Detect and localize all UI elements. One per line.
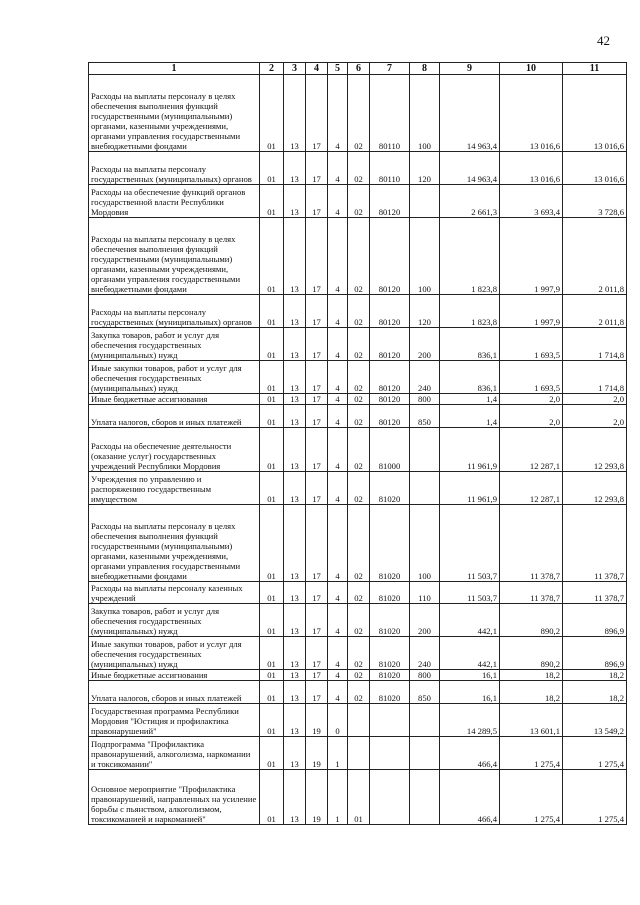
table-row (89, 472, 627, 505)
row-cell-col-9: 1 823,8 (440, 218, 500, 295)
row-cell-col-9: 836,1 (440, 361, 500, 394)
row-cell-col-7: 80120 (370, 328, 410, 361)
table-row (89, 295, 627, 328)
row-cell-col-7: 81020 (370, 670, 410, 681)
row-description: Закупка товаров, работ и услуг для обеспечения государственных (муниципальных) нужд (89, 604, 260, 637)
row-cell-col-3: 13 (284, 472, 306, 505)
row-cell-col-3: 13 (284, 704, 306, 737)
row-cell-col-7: 81020 (370, 472, 410, 505)
row-cell-col-5: 4 (328, 185, 348, 218)
row-cell-col-11: 18,2 (563, 670, 627, 681)
row-cell-col-7 (370, 770, 410, 825)
row-cell-col-9: 1,4 (440, 405, 500, 428)
row-cell-col-5: 4 (328, 295, 348, 328)
row-cell-col-11: 18,2 (563, 681, 627, 704)
row-cell-col-2: 01 (260, 394, 284, 405)
row-cell-col-11: 896,9 (563, 604, 627, 637)
row-cell-col-11: 11 378,7 (563, 505, 627, 582)
row-cell-col-11: 13 016,6 (563, 152, 627, 185)
row-cell-col-8: 850 (410, 681, 440, 704)
row-cell-col-2: 01 (260, 185, 284, 218)
row-cell-col-3: 13 (284, 604, 306, 637)
row-description: Учреждения по управлению и распоряжению государственным имуществом (89, 472, 260, 505)
row-cell-col-4: 17 (306, 394, 328, 405)
row-cell-col-9: 1 823,8 (440, 295, 500, 328)
row-description: Иные бюджетные ассигнования (89, 394, 260, 405)
row-cell-col-2: 01 (260, 428, 284, 472)
row-cell-col-6: 02 (348, 472, 370, 505)
row-description: Иные бюджетные ассигнования (89, 670, 260, 681)
row-cell-col-2: 01 (260, 681, 284, 704)
row-description: Расходы на выплаты персоналу в целях обеспечения выполнения функций государственными (муниципальными) органами, казенными учреждениями, органами управления государственными внебюджетными фондами (89, 218, 260, 295)
row-cell-col-3: 13 (284, 361, 306, 394)
row-cell-col-6: 02 (348, 604, 370, 637)
row-cell-col-3: 13 (284, 394, 306, 405)
row-cell-col-7 (370, 704, 410, 737)
row-cell-col-9: 11 503,7 (440, 582, 500, 604)
row-cell-col-2: 01 (260, 704, 284, 737)
row-cell-col-8: 800 (410, 394, 440, 405)
row-cell-col-6 (348, 737, 370, 770)
row-cell-col-10: 3 693,4 (500, 185, 563, 218)
column-header-2: 2 (260, 63, 284, 75)
row-cell-col-4: 17 (306, 75, 328, 152)
row-cell-col-7: 80120 (370, 405, 410, 428)
row-cell-col-4: 17 (306, 361, 328, 394)
row-cell-col-8: 100 (410, 75, 440, 152)
row-cell-col-7: 81020 (370, 582, 410, 604)
column-header-5: 5 (328, 63, 348, 75)
row-cell-col-2: 01 (260, 770, 284, 825)
row-cell-col-5: 4 (328, 152, 348, 185)
row-cell-col-10: 1 275,4 (500, 770, 563, 825)
row-cell-col-4: 17 (306, 295, 328, 328)
row-cell-col-3: 13 (284, 637, 306, 670)
row-cell-col-2: 01 (260, 361, 284, 394)
column-header-10: 10 (500, 63, 563, 75)
row-cell-col-7: 80120 (370, 295, 410, 328)
row-cell-col-10: 890,2 (500, 604, 563, 637)
row-cell-col-10: 13 016,6 (500, 152, 563, 185)
row-cell-col-4: 19 (306, 737, 328, 770)
row-cell-col-3: 13 (284, 505, 306, 582)
table-row (89, 637, 627, 670)
table-row (89, 737, 627, 770)
column-header-1: 1 (89, 63, 260, 75)
row-cell-col-6: 02 (348, 75, 370, 152)
row-cell-col-11: 11 378,7 (563, 582, 627, 604)
row-cell-col-9: 442,1 (440, 637, 500, 670)
row-cell-col-9: 14 963,4 (440, 75, 500, 152)
row-description: Закупка товаров, работ и услуг для обеспечения государственных (муниципальных) нужд (89, 328, 260, 361)
row-cell-col-9: 14 963,4 (440, 152, 500, 185)
row-cell-col-11: 1 275,4 (563, 770, 627, 825)
row-cell-col-9: 14 289,5 (440, 704, 500, 737)
row-cell-col-4: 17 (306, 472, 328, 505)
row-cell-col-11: 1 714,8 (563, 361, 627, 394)
row-cell-col-8: 240 (410, 637, 440, 670)
row-description: Иные закупки товаров, работ и услуг для обеспечения государственных (муниципальных) нужд (89, 637, 260, 670)
row-cell-col-8 (410, 472, 440, 505)
row-cell-col-9: 2 661,3 (440, 185, 500, 218)
row-cell-col-3: 13 (284, 405, 306, 428)
row-description: Государственная программа Республики Мордовия "Юстиция и профилактика правонарушений" (89, 704, 260, 737)
row-cell-col-8: 120 (410, 295, 440, 328)
row-cell-col-8: 120 (410, 152, 440, 185)
row-cell-col-4: 17 (306, 670, 328, 681)
row-cell-col-8: 800 (410, 670, 440, 681)
row-cell-col-6: 02 (348, 328, 370, 361)
row-cell-col-11: 13 016,6 (563, 75, 627, 152)
row-description: Расходы на выплаты персоналу государственных (муниципальных) органов (89, 152, 260, 185)
row-description: Подпрограмма "Профилактика правонарушений, алкоголизма, наркомании и токсикомании" (89, 737, 260, 770)
row-cell-col-5: 4 (328, 218, 348, 295)
row-cell-col-9: 1,4 (440, 394, 500, 405)
row-cell-col-2: 01 (260, 328, 284, 361)
table-body (89, 75, 627, 825)
row-cell-col-10: 1 997,9 (500, 218, 563, 295)
row-cell-col-5: 4 (328, 428, 348, 472)
row-cell-col-10: 18,2 (500, 681, 563, 704)
row-cell-col-7: 81020 (370, 637, 410, 670)
row-cell-col-9: 442,1 (440, 604, 500, 637)
row-description: Расходы на выплаты персоналу в целях обеспечения выполнения функций государственными (муниципальными) органами, казенными учреждениями, органами управления государственными внебюджетными фондами (89, 505, 260, 582)
row-description: Расходы на выплаты персоналу казенных учреждений (89, 582, 260, 604)
row-cell-col-10: 12 287,1 (500, 428, 563, 472)
row-cell-col-8: 200 (410, 328, 440, 361)
row-cell-col-5: 4 (328, 637, 348, 670)
table-row (89, 505, 627, 582)
row-cell-col-7: 81020 (370, 604, 410, 637)
row-cell-col-4: 17 (306, 185, 328, 218)
row-cell-col-6: 02 (348, 681, 370, 704)
row-cell-col-2: 01 (260, 405, 284, 428)
page-number: 42 (597, 33, 610, 48)
row-cell-col-3: 13 (284, 670, 306, 681)
row-cell-col-11: 12 293,8 (563, 428, 627, 472)
table-row (89, 681, 627, 704)
row-cell-col-2: 01 (260, 604, 284, 637)
column-header-7: 7 (370, 63, 410, 75)
table-row (89, 361, 627, 394)
row-cell-col-3: 13 (284, 582, 306, 604)
table-row (89, 394, 627, 405)
row-cell-col-8 (410, 428, 440, 472)
row-cell-col-3: 13 (284, 218, 306, 295)
row-cell-col-2: 01 (260, 152, 284, 185)
row-cell-col-11: 2 011,8 (563, 218, 627, 295)
row-cell-col-2: 01 (260, 218, 284, 295)
row-cell-col-11: 2,0 (563, 405, 627, 428)
row-cell-col-11: 1 275,4 (563, 737, 627, 770)
row-cell-col-9: 11 961,9 (440, 472, 500, 505)
row-cell-col-4: 17 (306, 505, 328, 582)
row-cell-col-7: 80120 (370, 394, 410, 405)
row-cell-col-6: 02 (348, 582, 370, 604)
row-cell-col-3: 13 (284, 737, 306, 770)
row-cell-col-8: 100 (410, 218, 440, 295)
row-cell-col-11: 2,0 (563, 394, 627, 405)
row-cell-col-8 (410, 737, 440, 770)
row-cell-col-6: 02 (348, 394, 370, 405)
row-cell-col-6: 02 (348, 295, 370, 328)
table-row (89, 152, 627, 185)
row-cell-col-6: 01 (348, 770, 370, 825)
row-cell-col-4: 19 (306, 770, 328, 825)
row-cell-col-5: 4 (328, 328, 348, 361)
row-cell-col-3: 13 (284, 295, 306, 328)
row-cell-col-10: 890,2 (500, 637, 563, 670)
row-cell-col-8 (410, 770, 440, 825)
row-cell-col-2: 01 (260, 505, 284, 582)
row-cell-col-8: 100 (410, 505, 440, 582)
table-row (89, 328, 627, 361)
row-cell-col-5: 4 (328, 505, 348, 582)
row-cell-col-10: 12 287,1 (500, 472, 563, 505)
row-cell-col-5: 4 (328, 394, 348, 405)
row-cell-col-6 (348, 704, 370, 737)
row-cell-col-10: 18,2 (500, 670, 563, 681)
row-cell-col-4: 17 (306, 328, 328, 361)
row-cell-col-7: 80120 (370, 218, 410, 295)
row-cell-col-3: 13 (284, 428, 306, 472)
row-cell-col-4: 17 (306, 582, 328, 604)
row-description: Уплата налогов, сборов и иных платежей (89, 405, 260, 428)
row-cell-col-3: 13 (284, 770, 306, 825)
row-cell-col-9: 466,4 (440, 737, 500, 770)
row-cell-col-4: 17 (306, 152, 328, 185)
row-cell-col-11: 13 549,2 (563, 704, 627, 737)
row-cell-col-5: 4 (328, 75, 348, 152)
row-cell-col-9: 16,1 (440, 670, 500, 681)
row-cell-col-10: 1 693,5 (500, 361, 563, 394)
row-cell-col-4: 17 (306, 428, 328, 472)
row-description: Иные закупки товаров, работ и услуг для обеспечения государственных (муниципальных) нужд (89, 361, 260, 394)
row-cell-col-10: 2,0 (500, 405, 563, 428)
row-cell-col-6: 02 (348, 405, 370, 428)
row-cell-col-11: 1 714,8 (563, 328, 627, 361)
row-cell-col-6: 02 (348, 637, 370, 670)
row-cell-col-6: 02 (348, 670, 370, 681)
row-cell-col-8: 200 (410, 604, 440, 637)
row-cell-col-2: 01 (260, 472, 284, 505)
row-cell-col-10: 11 378,7 (500, 505, 563, 582)
column-header-8: 8 (410, 63, 440, 75)
row-cell-col-5: 1 (328, 770, 348, 825)
row-description: Расходы на обеспечение функций органов государственной власти Республики Мордовия (89, 185, 260, 218)
row-cell-col-4: 17 (306, 637, 328, 670)
row-cell-col-4: 17 (306, 218, 328, 295)
row-cell-col-10: 1 693,5 (500, 328, 563, 361)
row-cell-col-2: 01 (260, 637, 284, 670)
row-cell-col-9: 836,1 (440, 328, 500, 361)
row-cell-col-4: 17 (306, 604, 328, 637)
row-cell-col-10: 1 997,9 (500, 295, 563, 328)
row-cell-col-2: 01 (260, 582, 284, 604)
row-cell-col-11: 2 011,8 (563, 295, 627, 328)
row-cell-col-9: 11 961,9 (440, 428, 500, 472)
row-cell-col-9: 16,1 (440, 681, 500, 704)
table-row (89, 75, 627, 152)
column-header-3: 3 (284, 63, 306, 75)
row-cell-col-3: 13 (284, 152, 306, 185)
row-cell-col-10: 13 601,1 (500, 704, 563, 737)
row-cell-col-9: 466,4 (440, 770, 500, 825)
row-cell-col-3: 13 (284, 185, 306, 218)
row-description: Расходы на выплаты персоналу государственных (муниципальных) органов (89, 295, 260, 328)
column-header-11: 11 (563, 63, 627, 75)
row-cell-col-6: 02 (348, 505, 370, 582)
row-cell-col-7: 80110 (370, 75, 410, 152)
table-row (89, 582, 627, 604)
row-cell-col-6: 02 (348, 185, 370, 218)
table-header-row (89, 63, 627, 75)
table-row (89, 405, 627, 428)
column-header-4: 4 (306, 63, 328, 75)
row-cell-col-5: 1 (328, 737, 348, 770)
row-cell-col-5: 0 (328, 704, 348, 737)
row-cell-col-6: 02 (348, 361, 370, 394)
row-cell-col-3: 13 (284, 681, 306, 704)
row-cell-col-2: 01 (260, 295, 284, 328)
row-cell-col-11: 3 728,6 (563, 185, 627, 218)
row-cell-col-7: 81020 (370, 505, 410, 582)
row-description: Расходы на обеспечение деятельности (оказание услуг) государственных учреждений Республики Мордовия (89, 428, 260, 472)
row-cell-col-7: 81000 (370, 428, 410, 472)
row-description: Уплата налогов, сборов и иных платежей (89, 681, 260, 704)
row-cell-col-5: 4 (328, 681, 348, 704)
table-row (89, 218, 627, 295)
table-row (89, 670, 627, 681)
row-cell-col-11: 12 293,8 (563, 472, 627, 505)
row-cell-col-5: 4 (328, 604, 348, 637)
table-row (89, 704, 627, 737)
row-cell-col-8 (410, 704, 440, 737)
row-cell-col-10: 2,0 (500, 394, 563, 405)
column-header-6: 6 (348, 63, 370, 75)
row-cell-col-5: 4 (328, 670, 348, 681)
row-cell-col-5: 4 (328, 361, 348, 394)
table-row (89, 770, 627, 825)
table-row (89, 428, 627, 472)
row-cell-col-8: 240 (410, 361, 440, 394)
row-cell-col-10: 13 016,6 (500, 75, 563, 152)
row-cell-col-3: 13 (284, 75, 306, 152)
column-header-9: 9 (440, 63, 500, 75)
row-cell-col-11: 896,9 (563, 637, 627, 670)
row-cell-col-4: 19 (306, 704, 328, 737)
row-cell-col-7: 80120 (370, 185, 410, 218)
row-cell-col-9: 11 503,7 (440, 505, 500, 582)
row-description: Расходы на выплаты персоналу в целях обеспечения выполнения функций государственными (муниципальными) органами, казенными учреждениями, органами управления государственными внебюджетными фондами (89, 75, 260, 152)
row-cell-col-4: 17 (306, 681, 328, 704)
row-cell-col-6: 02 (348, 218, 370, 295)
row-cell-col-5: 4 (328, 405, 348, 428)
row-cell-col-8 (410, 185, 440, 218)
row-description: Основное мероприятие "Профилактика правонарушений, направленных на усиление борьбы с пьянством, алкоголизмом, токсикоманией и наркоманией" (89, 770, 260, 825)
row-cell-col-8: 110 (410, 582, 440, 604)
row-cell-col-3: 13 (284, 328, 306, 361)
row-cell-col-7: 80120 (370, 361, 410, 394)
row-cell-col-10: 11 378,7 (500, 582, 563, 604)
row-cell-col-2: 01 (260, 75, 284, 152)
row-cell-col-2: 01 (260, 670, 284, 681)
row-cell-col-5: 4 (328, 472, 348, 505)
row-cell-col-8: 850 (410, 405, 440, 428)
row-cell-col-7: 81020 (370, 681, 410, 704)
budget-table (88, 62, 627, 825)
row-cell-col-6: 02 (348, 428, 370, 472)
row-cell-col-7: 80110 (370, 152, 410, 185)
row-cell-col-10: 1 275,4 (500, 737, 563, 770)
row-cell-col-5: 4 (328, 582, 348, 604)
table-row (89, 604, 627, 637)
row-cell-col-7 (370, 737, 410, 770)
row-cell-col-4: 17 (306, 405, 328, 428)
row-cell-col-6: 02 (348, 152, 370, 185)
row-cell-col-2: 01 (260, 737, 284, 770)
table-row (89, 185, 627, 218)
